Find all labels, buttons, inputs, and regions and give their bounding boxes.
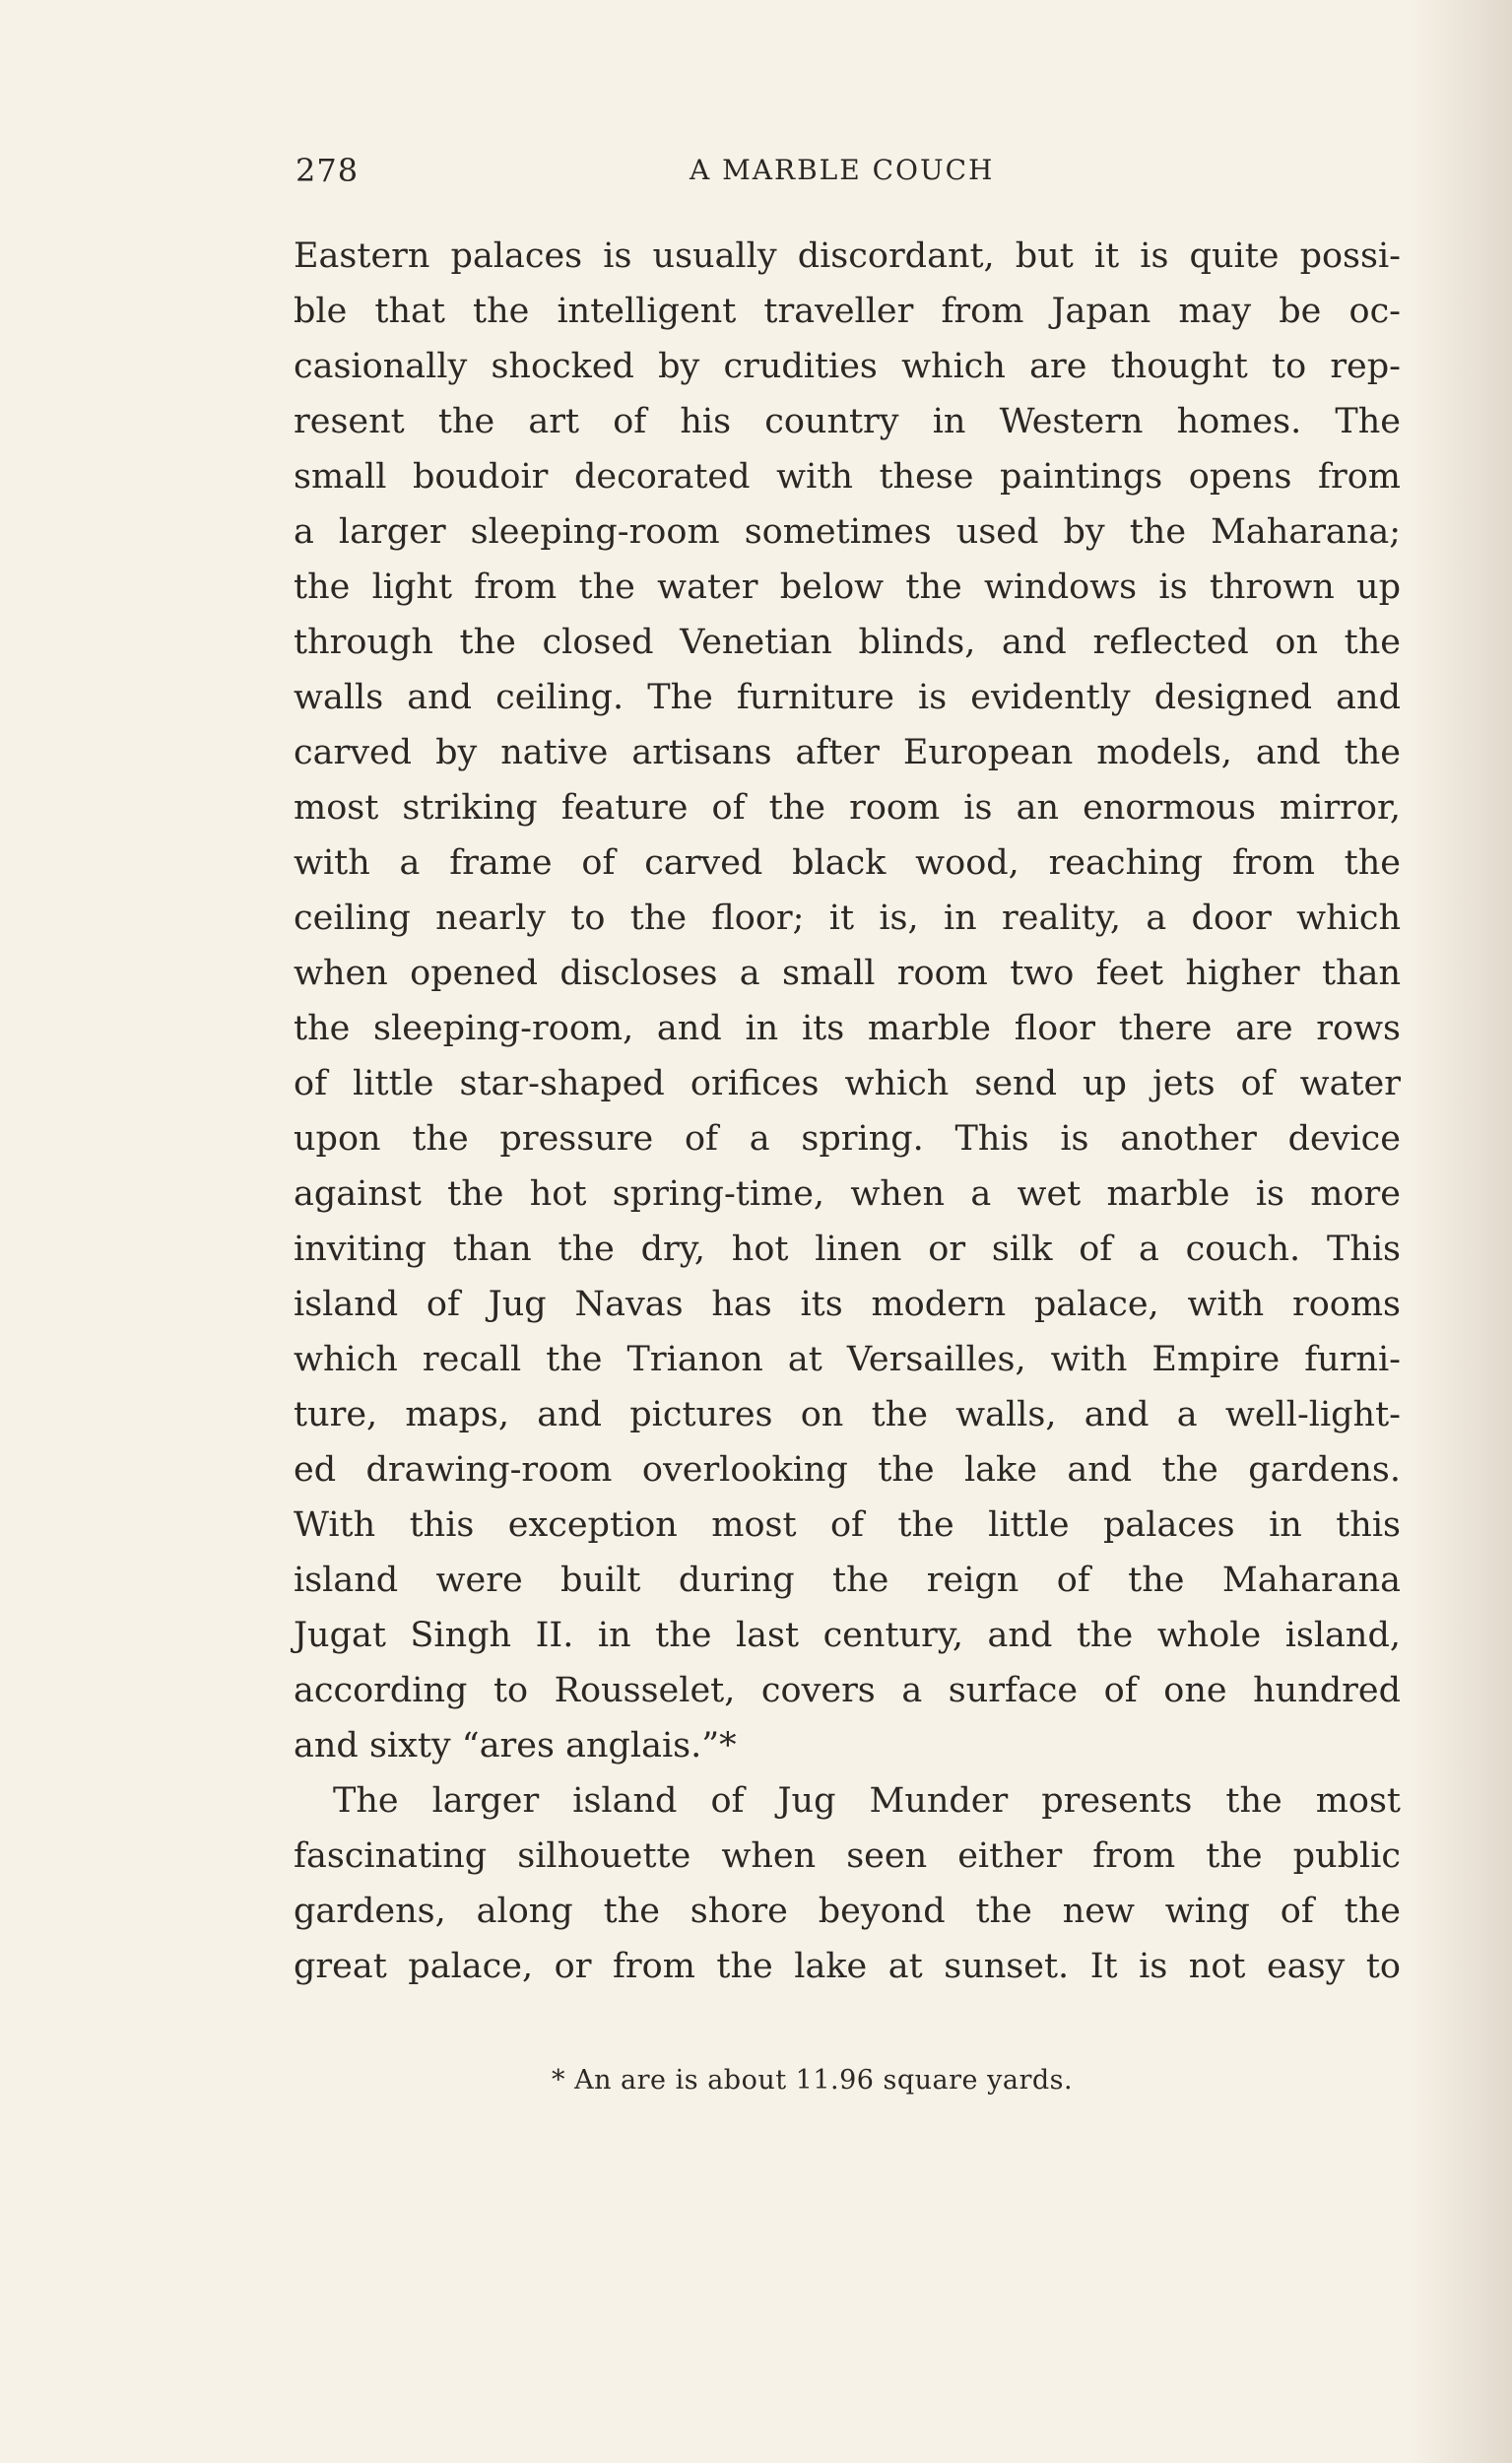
- text-line: upon the pressure of a spring. This is another device: [294, 1119, 1401, 1159]
- text-line: which recall the Trianon at Versailles, with Empire furni-: [294, 1340, 1401, 1379]
- text-line: the sleeping-room, and in its marble floor there are rows: [294, 1009, 1401, 1048]
- text-line: when opened discloses a small room two feet higher than: [294, 954, 1401, 993]
- text-line: through the closed Venetian blinds, and reflected on the: [294, 623, 1401, 662]
- paragraph-start-line: The larger island of Jug Munder presents the most: [333, 1781, 1401, 1821]
- text-line: fascinating silhouette when seen either from the public: [294, 1836, 1401, 1876]
- text-line: inviting than the dry, hot linen or silk of a couch. This: [294, 1230, 1401, 1269]
- footnote: * An are is about 11.96 square yards.: [552, 2065, 1074, 2096]
- text-line: gardens, along the shore beyond the new wing of the: [294, 1892, 1401, 1931]
- body-text: [294, 229, 1401, 1994]
- text-line: great palace, or from the lake at sunset. It is not easy to: [294, 1947, 1401, 1986]
- text-line: Eastern palaces is usually discordant, but it is quite possi-: [294, 236, 1401, 276]
- running-header: [296, 152, 1399, 191]
- text-line: ture, maps, and pictures on the walls, and a well-light-: [294, 1395, 1401, 1434]
- text-line: of little star-shaped orifices which send up jets of water: [294, 1064, 1401, 1103]
- text-line: walls and ceiling. The furniture is evidently designed and: [294, 678, 1401, 717]
- text-line: ble that the intelligent traveller from Japan may be oc-: [294, 292, 1401, 331]
- paragraph-end-line: and sixty “ares anglais.”*: [294, 1726, 737, 1765]
- text-line: according to Rousselet, covers a surface of one hundred: [294, 1671, 1401, 1710]
- text-line: against the hot spring-time, when a wet marble is more: [294, 1174, 1401, 1214]
- text-line: ed drawing-room overlooking the lake and the gardens.: [294, 1450, 1401, 1490]
- text-line: most striking feature of the room is an enormous mirror,: [294, 788, 1401, 828]
- text-line: carved by native artisans after European models, and the: [294, 733, 1401, 772]
- text-line: a larger sleeping-room sometimes used by the Maharana;: [294, 512, 1401, 552]
- text-line: island of Jug Navas has its modern palace, with rooms: [294, 1285, 1401, 1324]
- text-line: island were built during the reign of the Maharana: [294, 1561, 1401, 1600]
- running-title: A MARBLE COUCH: [690, 154, 995, 186]
- text-line: with a frame of carved black wood, reaching from the: [294, 843, 1401, 883]
- text-line: small boudoir decorated with these paintings opens from: [294, 457, 1401, 497]
- page-number: 278: [296, 152, 360, 189]
- text-line: ceiling nearly to the floor; it is, in reality, a door which: [294, 899, 1401, 938]
- text-line: the light from the water below the windows is thrown up: [294, 567, 1401, 607]
- text-line: With this exception most of the little palaces in this: [294, 1505, 1401, 1545]
- text-line: casionally shocked by crudities which are thought to rep-: [294, 347, 1401, 386]
- text-line: Jugat Singh II. in the last century, and the whole island,: [294, 1616, 1401, 1655]
- text-line: resent the art of his country in Western homes. The: [294, 402, 1401, 441]
